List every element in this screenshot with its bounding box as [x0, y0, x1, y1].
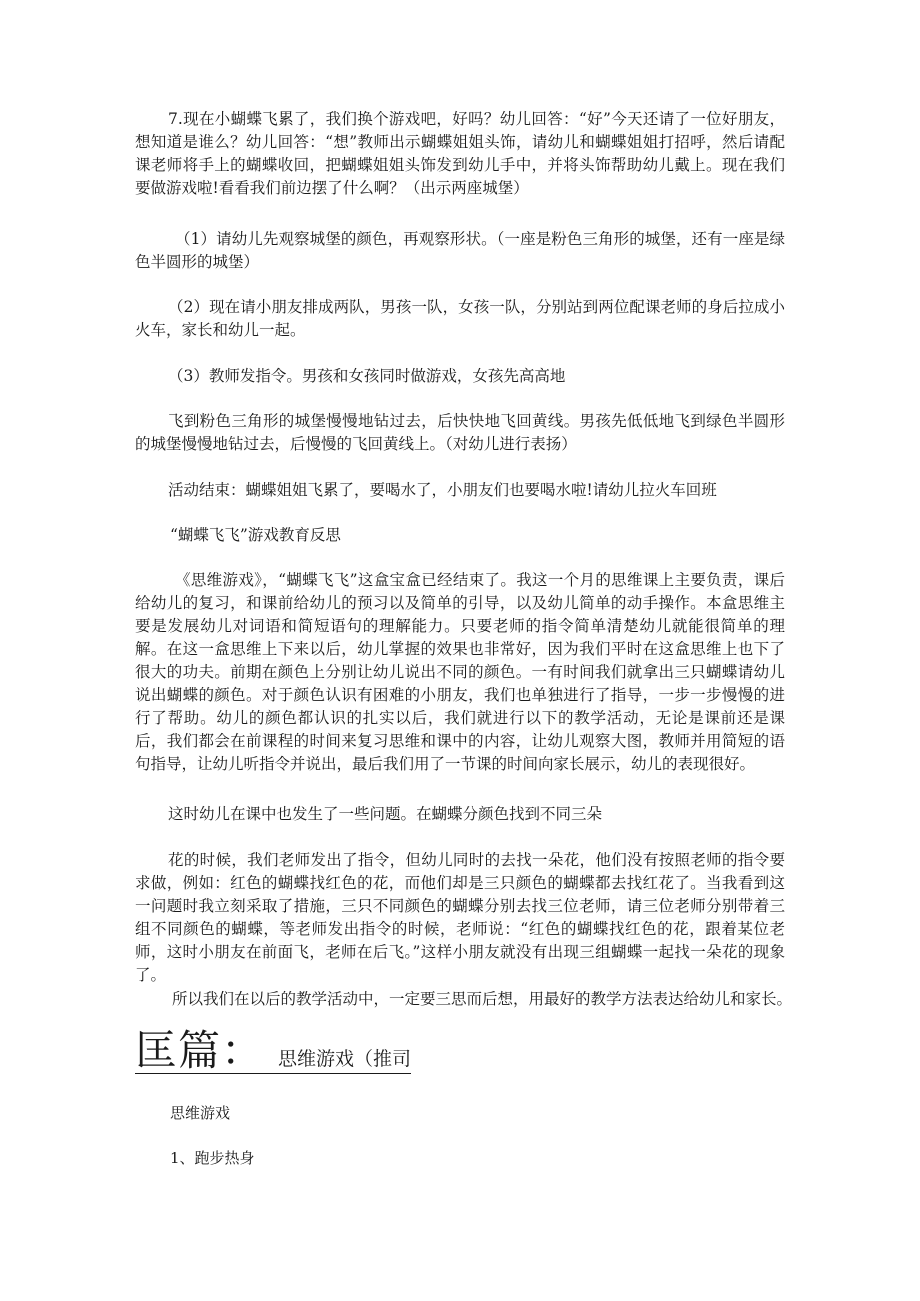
paragraph-step-3: （3）教师发指令。男孩和女孩同时做游戏，女孩先高高地: [168, 367, 566, 385]
paragraph-step-1: （1）请幼儿先观察城堡的颜色，再观察形状。（一座是粉色三角形的城堡，还有一座是绿色半圆形的城堡）: [135, 230, 785, 271]
chapter-heading: [135, 1026, 412, 1075]
paragraph-problem-intro: 这时幼儿在课中也发生了一些问题。在蝴蝶分颜色找到不同三朵: [168, 805, 603, 823]
section-title-reflection: “蝴蝶飞飞”游戏教育反思: [170, 526, 341, 544]
list-item-warmup: 1、跑步热身: [170, 1149, 255, 1167]
chapter-heading-prefix: 匡篇：: [135, 1026, 265, 1075]
chapter-heading-title: 思维游戏（推司: [278, 1048, 412, 1070]
paragraph-reflection-body: 《思维游戏》，“蝴蝶飞飞”这盒宝盒已经结束了。我这一个月的思维课上主要负责，课后给幼儿的复习，和课前给幼儿的预习以及简单的引导，以及幼儿简单的动手操作。本盒思维主要是发展幼儿对词语和简短语句的理解能力。只要老师的指令简单清楚幼儿就能很简单的理解。在这一盒思维上下来以后，幼儿掌握的效果也非常好，因为我们平时在这盒思维上也下了很大的功夫。前期在颜色上分别让幼儿说出不同的颜色。一有时间我们就拿出三只蝴蝶请幼儿说出蝴蝶的颜色。对于颜色认识有困难的小朋友，我们也单独进行了指导，一步一步慢慢的进行了帮助。幼儿的颜色都认识的扎实以后，我们就进行以下的教学活动，无论是课前还是课后，我们都会在前课程的时间来复习思维和课中的内容，让幼儿观察大图，教师并用简短的语句指导，让幼儿听指令并说出，最后我们用了一节课的时间向家长展示，幼儿的表现很好。: [135, 571, 785, 773]
paragraph-step-3-continued: 飞到粉色三角形的城堡慢慢地钻过去，后快快地飞回黄线。男孩先低低地飞到绿色半圆形的城堡慢慢地钻过去，后慢慢的飞回黄线上。（对幼儿进行表扬）: [135, 412, 785, 453]
paragraph-step-2: （2）现在请小朋友排成两队，男孩一队，女孩一队，分别站到两位配课老师的身后拉成小火车，家长和幼儿一起。: [135, 298, 785, 339]
paragraph-problem-detail: 花的时候，我们老师发出了指令，但幼儿同时的去找一朵花，他们没有按照老师的指令要求做，例如：红色的蝴蝶找红色的花，而他们却是三只颜色的蝴蝶都去找红花了。当我看到这一问题时我立刻采取了措施，三只不同颜色的蝴蝶分别去找三位老师，请三位老师分别带着三组不同颜色的蝴蝶，等老师发出指令的时候，老师说：“红色的蝴蝶找红色的花，跟着某位老师，这时小朋友在前面飞，老师在后飞。”这样小朋友就没有出现三组蝴蝶一起找一朵花的现象了。: [135, 851, 785, 984]
paragraph-game-intro: 7.现在小蝴蝶飞累了，我们换个游戏吧，好吗？幼儿回答：“好”今天还请了一位好朋友，想知道是谁么？幼儿回答：“想”教师出示蝴蝶姐姐头饰，请幼儿和蝴蝶姐姐打招呼，然后请配课老师将手上的蝴蝶收回，把蝴蝶姐姐头饰发到幼儿手中，并将头饰帮助幼儿戴上。现在我们要做游戏啦!看看我们前边摆了什么啊？（出示两座城堡）: [135, 110, 785, 197]
paragraph-conclusion: 所以我们在以后的教学活动中，一定要三思而后想，用最好的教学方法表达给幼儿和家长。: [172, 990, 793, 1008]
paragraph-activity-end: 活动结束：蝴蝶姐姐飞累了，要喝水了，小朋友们也要喝水啦!请幼儿拉火车回班: [168, 481, 717, 499]
subsection-title: 思维游戏: [170, 1104, 231, 1122]
